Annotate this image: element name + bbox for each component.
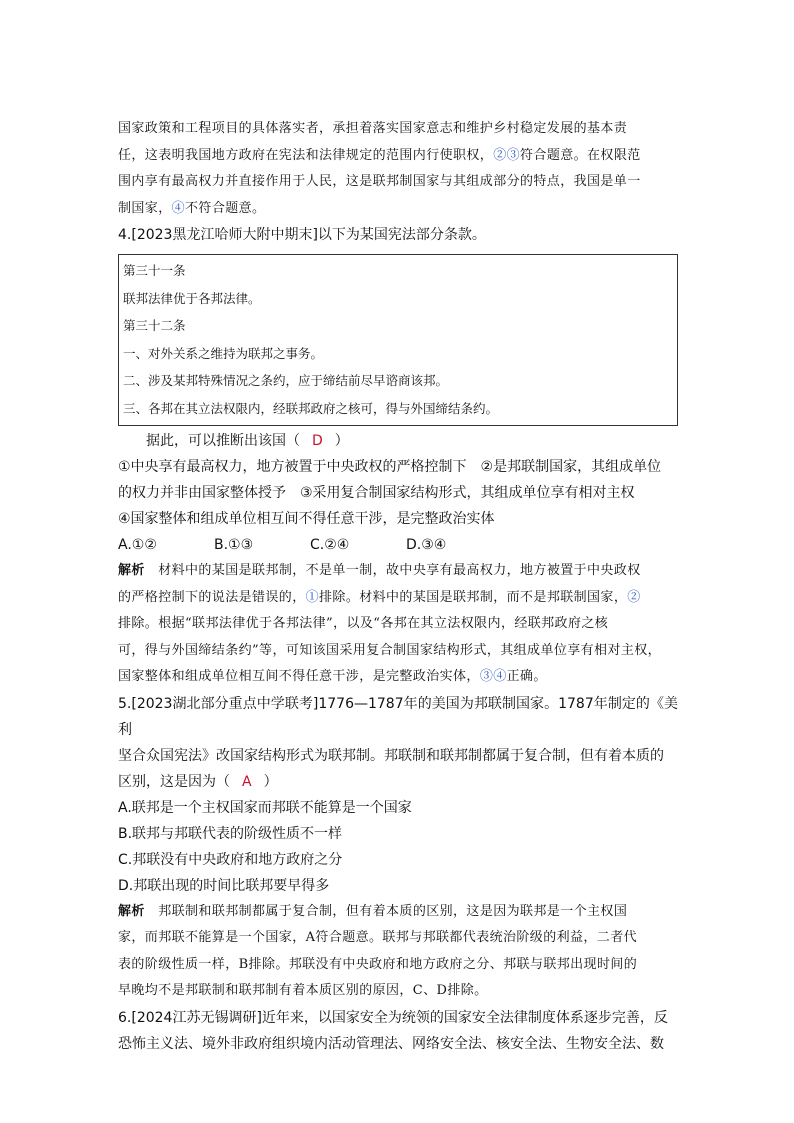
statement-line: ④国家整体和组成单位相互间不得任意干涉，是完整政治实体 bbox=[118, 511, 495, 527]
statement-line: 的权力并非由国家整体授予 ③采用复合制国家结构形式，其组成单位享有相对主权 bbox=[118, 485, 635, 501]
option-b: B.①③ bbox=[214, 537, 254, 553]
text-span: ） bbox=[334, 433, 349, 449]
text-span: 符合题意。在权限范 bbox=[520, 147, 641, 163]
excerpt-line: 联邦法律优于各邦法律。 bbox=[123, 290, 261, 306]
explanation-label: 解析 bbox=[118, 563, 145, 578]
answer-mark: A bbox=[242, 773, 252, 790]
explanation-line bbox=[118, 143, 678, 170]
question-5 bbox=[118, 691, 678, 1005]
text-span: 正确。 bbox=[506, 669, 547, 684]
explanation-line: 排除。根据“联邦法律优于各邦法律”，以及“各邦在其立法权限内，经联邦政府之核 bbox=[118, 616, 609, 631]
explanation-line: 国家政策和工程项目的具体落实者，承担着落实国家意志和维护乡村稳定发展的基本责 bbox=[118, 121, 628, 136]
document-page bbox=[118, 116, 678, 1057]
option-a: A.①② bbox=[118, 537, 157, 553]
question-prompt bbox=[118, 428, 678, 454]
explanation-line bbox=[118, 196, 678, 223]
option-d: D.邦联出现的时间比联邦要早得多 bbox=[118, 877, 330, 894]
excerpt-line: 二、涉及某邦特殊情况之条约，应于缔结前尽早谘商该邦。 bbox=[123, 373, 449, 388]
explanation-line: 围内享有最高权力并直接作用于人民，这是联邦制国家与其组成部分的特点，我国是单一 bbox=[118, 174, 641, 189]
text-span: 材料中的某国是联邦制，不是单一制，故中央享有最高权力，地方被置于中央政权 bbox=[144, 563, 641, 578]
option-ref: ② bbox=[627, 589, 641, 605]
option-d: D.③④ bbox=[406, 537, 447, 553]
excerpt-line: 一、对外关系之维持为联邦之事务。 bbox=[123, 345, 324, 361]
option-ref: ②③ bbox=[493, 147, 521, 163]
question-stem: 5.[2023湖北部分重点中学联考]1776—1787年的美国为邦联制国家。1787年制定的《美利 bbox=[118, 695, 678, 738]
excerpt-line: 第三十一条 bbox=[123, 263, 186, 278]
constitution-excerpt-box bbox=[118, 254, 678, 426]
prev-explanation bbox=[118, 116, 678, 222]
text-span: 任，这表明我国地方政府在宪法和法律规定的范围内行使职权， bbox=[118, 147, 494, 163]
excerpt-line: 三、各邦在其立法权限内，经联邦政府之核可，得与外国缔结条约。 bbox=[123, 400, 499, 416]
excerpt-line: 第三十二条 bbox=[123, 318, 186, 333]
question-stem: 4.[2023黑龙江哈师大附中期末]以下为某国宪法部分条款。 bbox=[118, 227, 486, 243]
explanation-line bbox=[118, 664, 678, 691]
explanation bbox=[118, 558, 678, 691]
statement-line: ①中央享有最高权力，地方被置于中央政权的严格控制下 ②是邦联制国家，其组成单位 bbox=[118, 459, 662, 475]
text-span: 不符合题意。 bbox=[185, 200, 266, 216]
text-span: 制国家， bbox=[118, 200, 172, 216]
answer-mark: D bbox=[312, 433, 323, 449]
option-a: A.联邦是一个主权国家而邦联不能算是一个国家 bbox=[118, 799, 412, 816]
option-c: C.②④ bbox=[310, 537, 350, 553]
text-span: ） bbox=[263, 773, 278, 790]
explanation-line: 早晚均不是邦联制和联邦制有着本质区别的原因，C、D排除。 bbox=[118, 983, 488, 998]
explanation bbox=[118, 899, 678, 1005]
option-ref: ④ bbox=[171, 200, 186, 216]
explanation-line: 可，得与外国缔结条约”等，可知该国采用复合制国家结构形式，其组成单位享有相对主权， bbox=[118, 642, 662, 658]
question-stem: 坚合众国宪法》改国家结构形式为联邦制。邦联制和联邦制都属于复合制，但有着本质的 bbox=[118, 747, 664, 764]
question-4 bbox=[118, 222, 678, 691]
explanation-label: 解析 bbox=[118, 903, 145, 919]
explanation-line bbox=[118, 585, 678, 612]
question-stem: 恐怖主义法、境外非政府组织境内活动管理法、网络安全法、核安全法、生物安全法、数 bbox=[118, 1035, 664, 1052]
option-b: B.联邦与邦联代表的阶级性质不一样 bbox=[118, 825, 343, 842]
question-stem: 6.[2024江苏无锡调研]近年来，以国家安全为统领的国家安全法律制度体系逐步完善，反 bbox=[118, 1009, 668, 1026]
explanation-line: 表的阶级性质一样，B排除。邦联没有中央政府和地方政府之分、邦联与联邦出现时间的 bbox=[118, 956, 638, 972]
option-ref: ① bbox=[305, 589, 320, 605]
explanation-line bbox=[118, 558, 678, 585]
question-6 bbox=[118, 1005, 678, 1057]
explanation-line bbox=[118, 899, 678, 926]
text-span: 据此，可以推断出该国（ bbox=[146, 433, 300, 449]
text-span: 邦联制和联邦制都属于复合制，但有着本质的区别，这是因为联邦是一个主权国 bbox=[144, 903, 628, 919]
explanation-line: 家，而邦联不能算是一个国家，A符合题意。联邦与邦联都代表统治阶级的利益，二者代 bbox=[118, 930, 637, 945]
option-ref: ③④ bbox=[479, 669, 507, 684]
text-span: 区别，这是因为（ bbox=[118, 773, 230, 790]
option-c: C.邦联没有中央政府和地方政府之分 bbox=[118, 851, 343, 868]
text-span: 排除。材料中的某国是联邦制，而不是邦联制国家， bbox=[319, 589, 628, 605]
question-stem bbox=[118, 769, 678, 795]
text-span: 的严格控制下的说法是错误的， bbox=[118, 589, 306, 605]
text-span: 国家整体和组成单位相互间不得任意干涉，是完整政治实体， bbox=[118, 669, 480, 684]
options-row bbox=[118, 532, 678, 558]
